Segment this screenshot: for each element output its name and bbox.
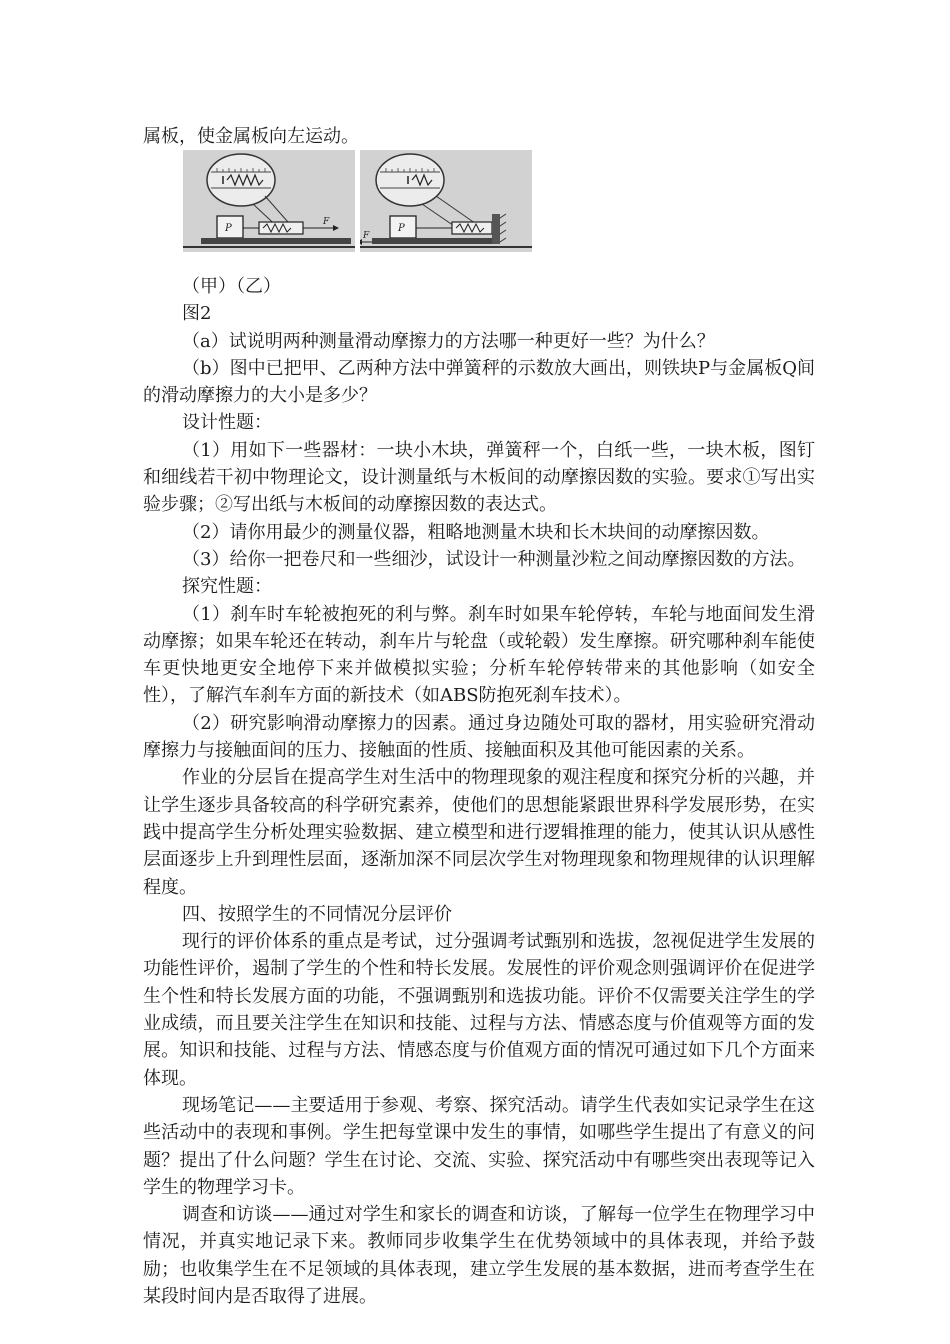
text-body <box>143 273 815 1310</box>
design-question-1: （1）用如下一些器材：一块小木块，弹簧秤一个，白纸一些，一块木板，图钉和细线若干初中物理论文，设计测量纸与木板间的动摩擦因数的实验。要求①写出实验步骤；②写出纸与木板间的动摩擦因数的表达式。 <box>143 439 815 516</box>
inquiry-question-2: （2）研究影响滑动摩擦力的因素。通过身边随处可取的器材，用实验研究滑动摩擦力与接触面间的压力、接触面的性质、接触面积及其他可能因素的关系。 <box>143 712 815 762</box>
figure-panel-b <box>360 150 532 252</box>
heading-inquiry-questions: 探究性题： <box>182 576 272 598</box>
paragraph-continuation: 属板，使金属板向左运动。 <box>143 126 359 147</box>
paragraph-field-notes: 现场笔记——主要适用于参观、考察、探究活动。请学生代表如实记录学生在这些活动中的表现和事例。学生把每堂课中发生的事情，如哪些学生提出了有意义的问题？提出了什么问题？学生在讨论、交流、实验、探究活动中有哪些突出表现等记入学生的物理学习卡。 <box>143 1094 815 1198</box>
block-p-label: P <box>225 223 232 234</box>
figure-caption-number: 图2 <box>182 303 212 325</box>
design-question-3: （3）给你一把卷尺和一些细沙，试设计一种测量沙粒之间动摩擦因数的方法。 <box>182 548 806 570</box>
inquiry-question-1: （1）刹车时车轮被抱死的利与弊。刹车时如果车轮停转，车轮与地面间发生滑动摩擦；如果车轮还在转动，刹车片与轮盘（或轮毂）发生摩擦。研究哪种刹车能使车更快地更安全地停下来并做模拟实验；分析车轮停转带来的其他影响（如安全性），了解汽车刹车方面的新技术（如ABS防抱死刹车技术）。 <box>143 603 815 707</box>
force-f-label: F <box>363 231 370 241</box>
question-b: （b）图中已把甲、乙两种方法中弹簧秤的示数放大画出，则铁块P与金属板Q间的滑动摩擦力的大小是多少？ <box>143 357 815 407</box>
design-question-2: （2）请你用最少的测量仪器，粗略地测量木块和长木块间的动摩擦因数。 <box>182 521 770 543</box>
section-heading-4: 四、按照学生的不同情况分层评价 <box>182 903 452 925</box>
heading-design-questions: 设计性题： <box>182 412 272 434</box>
paragraph-survey-interview: 调查和访谈——通过对学生和家长的调查和访谈，了解每一位学生在物理学习中情况，并真实地记录下来。教师同步收集学生在优势领域中的具体表现，并给予鼓励；也收集学生在不足领域的具体表现，建立学生发展的基本数据，进而考查学生在某段时间内是否取得了进展。 <box>143 1204 815 1307</box>
paragraph-layered-homework: 作业的分层旨在提高学生对生活中的物理现象的观注程度和探究分析的兴趣，并让学生逐步具备较高的科学研究素养，使他们的思想能紧跟世界科学发展形势，在实践中提高学生分析处理实验数据、建立模型和进行逻辑推理的能力，使其认识从感性层面逐步上升到理性层面，逐渐加深不同层次学生对物理现象和物理规律的认识理解程度。 <box>143 767 815 898</box>
text-top <box>143 123 815 150</box>
figure-caption-labels: （甲）（乙） <box>182 276 281 297</box>
figure-panel-a <box>183 150 355 252</box>
paragraph-evaluation-system: 现行的评价体系的重点是考试，过分强调考试甄别和选拔，忽视促进学生发展的功能性评价，遏制了学生的个性和特长发展。发展性的评价观念则强调评价在促进学生个性和特长发展方面的功能，不强调甄别和选拔功能。评价不仅需要关注学生的学业成绩，而且要关注学生在知识和技能、过程与方法、情感态度与价值观等方面的发展。知识和技能、过程与方法、情感态度与价值观方面的情况可通过如下几个方面来体现。 <box>143 931 815 1089</box>
question-a: （a）试说明两种测量滑动摩擦力的方法哪一种更好一些？为什么？ <box>182 330 715 352</box>
block-p-label: P <box>398 223 405 234</box>
force-f-label: F <box>323 217 330 227</box>
